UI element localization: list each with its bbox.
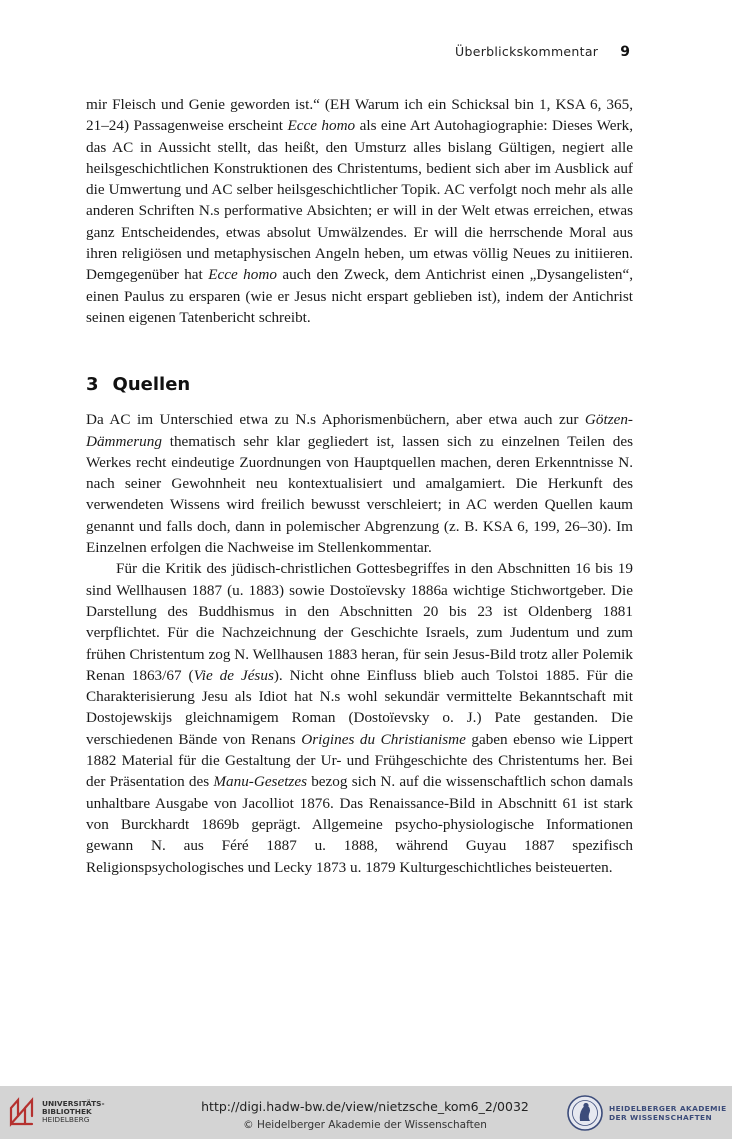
ub-logo-subtitle: HEIDELBERG [42,1115,90,1125]
page-header [86,44,630,66]
copyright-notice: © Heidelberger Akademie der Wissenschaften [243,1119,487,1131]
running-head: Überblickskommentar [455,44,599,59]
page-number: 9 [620,44,630,60]
paragraph-sources-overview [86,409,633,558]
text-run: auch den Zweck, dem Antichrist einen „Dysangelisten“, einen Paulus zu ersparen (wie er Jesus nicht erspart geblieben ist), indem der Antichrist seinen eigenen Tatenbericht schreibt. [86,266,634,326]
work-title: Origines du Christianisme [301,730,466,748]
ub-heidelberg-logo[interactable] [8,1094,118,1130]
work-title: Ecce homo [287,117,356,135]
text-run: ). Nicht ohne Einfluss blieb auch Tolstoi 1885. Für die Charakterisierung Jesu als Idiot hat N.s wohl sekundär vermittelte Bekanntschaft mit Dostojewskijs gleichnamigem Roman (Dostoïevsky o. J.) Pate gestanden. Die verschiedenen Bände von Renans [86,666,634,748]
text-run: mir Fleisch und Genie geworden ist.“ (EH Warum ich ein Schicksal bin 1, KSA 6, 365, 21–24) Passagenweise erscheint [86,96,633,135]
hadw-logo[interactable] [566,1093,728,1133]
permalink-url[interactable]: http://digi.hadw-bw.de/view/nietzsche_kom6_2/0032 [201,1099,529,1114]
text-run: gaben ebenso wie Lippert 1882 Material für die Gestaltung der Ur- und Frühgeschichte des Christentums her. Bei der Präsentation des [86,730,634,791]
section-heading [86,374,633,395]
hadw-line-2: DER WISSENSCHAFTEN [609,1113,713,1122]
text-run: thematisch sehr klar gegliedert ist, lassen sich zu einzelnen Teilen des Werkes recht eindeutige Zuordnungen von Hauptquellen machen, deren Erkenntnisse N. nach seiner Gewohnheit neu kontextualisiert und amalgamiert. Die Herkunft des verwendeten Wissens wird freilich bewusst verschleiert; in AC werden Quellen kaum genannt und falls doch, dann in polemischer Abgrenzung (z. B. KSA 6, 199, 26–30). Im Einzelnen erfolgen die Nachweise im Stellenkommentar. [86,432,633,557]
hadw-seal-icon [566,1094,604,1132]
text-run: Da AC im Unterschied etwa zu N.s Aphorismenbüchern, aber etwa auch zur [86,411,585,429]
page-body [86,94,633,878]
work-title: Vie de Jésus [193,666,274,684]
text-run: als eine Art Autohagiographie: Dieses Werk, das AC in Aussicht stellt, das heißt, den Umsturz alles bislang Gültigen, negiert alle heilsgeschichtlichen Konstruktionen des Christentums, bedient sich aber im Ausblick auf die Umwertung und AC selber heilsgeschichtlicher Topik. AC verfolgt noch mehr als alle anderen Schriften N.s performative Absichten; er will in der Welt etwas erreichen, etwas ganz Entscheidendes, etwas absolut Umwälzendes. Er will die herrschende Moral aus ihren religiösen und metaphysischen Angeln heben, um etwas völlig Neues zu initiieren. Demgegenüber hat [86,117,633,284]
hadw-wordmark [609,1104,727,1122]
work-title: Manu-Gesetzes [213,773,307,791]
footer-center [130,1099,600,1131]
ub-logo-title: UNIVERSITÄTS- BIBLIOTHEK [42,1098,105,1116]
ub-heidelberg-logo-icon [8,1096,38,1128]
paragraph-sources-detail [86,558,633,877]
digitization-footer [0,1086,732,1139]
text-run: bezog sich N. auf die wissenschaftlich schon damals unhaltbare Ausgabe von Jacolliot 1876. Das Renaissance-Bild in Abschnitt 61 ist stark von Burckhardt 1869b geprägt. Allgemeine psycho-physiologische Informationen gewann N. aus Féré 1887 u. 1888, während Guyau 1887 spezifisch Religionspsychologisches und Lecky 1873 u. 1879 Kulturgeschichtliches beisteuerten. [86,773,633,876]
section-number: 3 [86,374,99,396]
paragraph-intro-continuation [86,94,633,328]
hadw-line-1: HEIDELBERGER AKADEMIE [609,1104,727,1113]
section-title: Quellen [112,374,191,396]
text-run: Für die Kritik des jüdisch-christlichen Gottesbegriffes in den Abschnitten 16 bis 19 sind Wellhausen 1887 (u. 1883) sowie Dostoïevsky 1886a wichtige Stichwortgeber. Die Darstellung des Buddhismus in den Abschnitten 20 bis 23 ist Oldenberg 1881 verpflichtet. Für die Nachzeichnung der Geschichte Israels, zum Judentum und zum frühen Christentum zog N. Wellhausen 1883 heran, für sein Jesus-Bild trotz aller Polemik Renan 1863/67 ( [86,560,633,684]
work-title: Götzen-Dämmerung [86,411,633,450]
work-title: Ecce homo [208,266,277,284]
ub-logo-wordmark [42,1100,105,1125]
